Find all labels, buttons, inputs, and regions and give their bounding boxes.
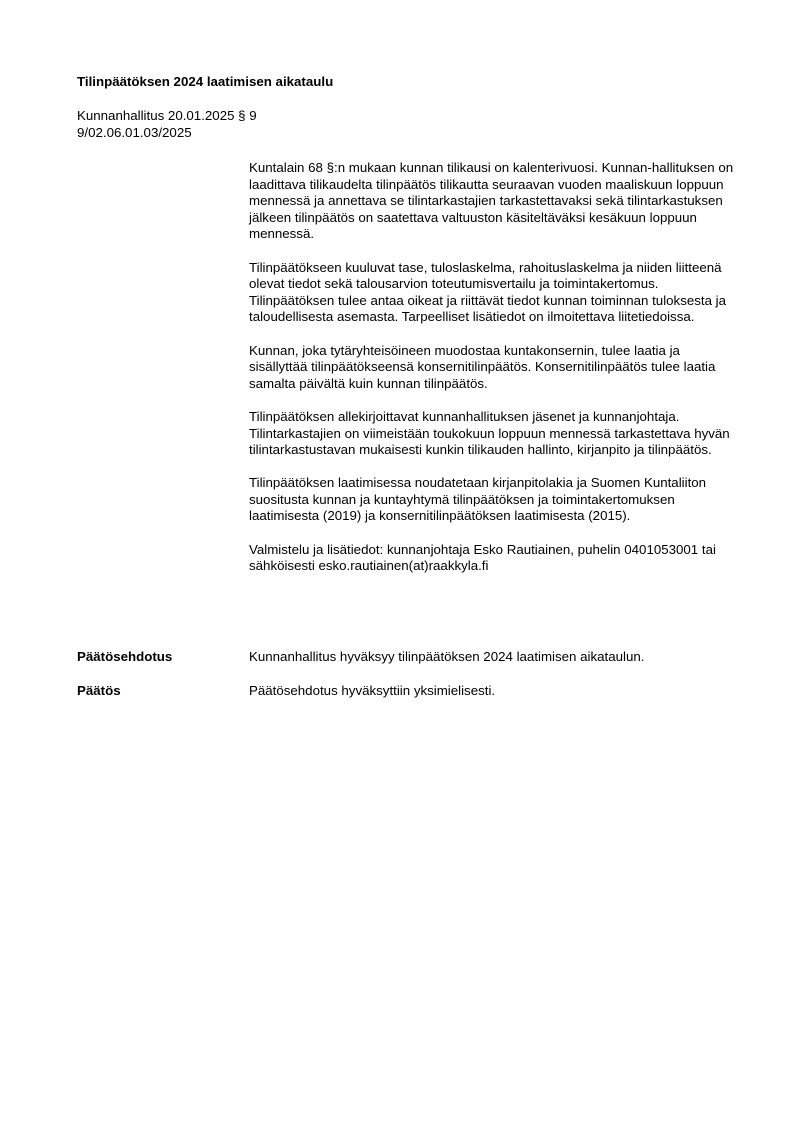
paragraph-contents: Tilinpäätökseen kuuluvat tase, tuloslaskelma, rahoituslaskelma ja niiden liitteenä olevat tiedot sekä talousarvion toteutumisvertailu ja toimintakertomus. Tilinpäätöksen tulee antaa oikeat ja riittävät tiedot kunnan toiminnan tuloksesta ja taloudellisesta asemasta. Tarpeelliset lisätiedot on ilmoitettava liitetiedoissa.	[249, 259, 727, 325]
paragraph-regulations: Tilinpäätöksen laatimisessa noudatetaan kirjanpitolakia ja Suomen Kuntaliiton suositusta kunnan ja kuntayhtymä tilinpäätöksen ja toimintakertomuksen laatimisesta (2019) ja konsernitilinpäätöksen laatimisesta (2015).	[249, 475, 707, 524]
paragraph-contact: Valmistelu ja lisätiedot: kunnanjohtaja Esko Rautiainen, puhelin 0401053001 tai sähköisesti esko.rautiainen(at)raakkyla.fi	[249, 541, 716, 574]
document-body	[249, 160, 741, 591]
decision-label: Päätös	[77, 683, 121, 698]
proposal-text: Kunnanhallitus hyväksyy tilinpäätöksen 2024 laatimisen aikataulun.	[249, 649, 645, 664]
paragraph-group-statements: Kunnan, joka tytäryhteisöineen muodostaa kuntakonsernin, tulee laatia ja sisällyttää tilinpäätökseensä konsernitilinpäätös. Konsernitilinpäätös tulee laatia samalta päivältä kuin kunnan tilinpäätös.	[249, 342, 716, 391]
meeting-info	[77, 108, 257, 141]
record-number: 9/02.06.01.03/2025	[77, 124, 192, 140]
proposal-label: Päätösehdotus	[77, 649, 173, 664]
meeting-body-date: Kunnanhallitus 20.01.2025 § 9	[77, 108, 257, 123]
paragraph-legal-basis: Kuntalain 68 §:n mukaan kunnan tilikausi on kalenterivuosi. Kunnan-hallituksen on laadittava tilikaudelta tilinpäätös tilikautta seuraavan vuoden maaliskuun loppuun mennessä ja annettava se tilintarkastajien tarkastettavaksi sekä tilintarkastuksen jälkeen tilinpäätös on saatettava valtuuston käsiteltäväksi kesäkuun loppuun mennessä.	[249, 160, 734, 242]
decision-text: Päätösehdotus hyväksyttiin yksimielisesti.	[249, 683, 496, 698]
paragraph-signing-audit: Tilinpäätöksen allekirjoittavat kunnanhallituksen jäsenet ja kunnanjohtaja. Tilintarkastajien on viimeistään toukokuun loppuun mennessä tarkastettava hyvän tilintarkastustavan mukaisesti kunkin tilikauden hallinto, kirjanpito ja tilinpäätös.	[249, 408, 730, 458]
document-title: Tilinpäätöksen 2024 laatimisen aikataulu	[77, 74, 334, 89]
